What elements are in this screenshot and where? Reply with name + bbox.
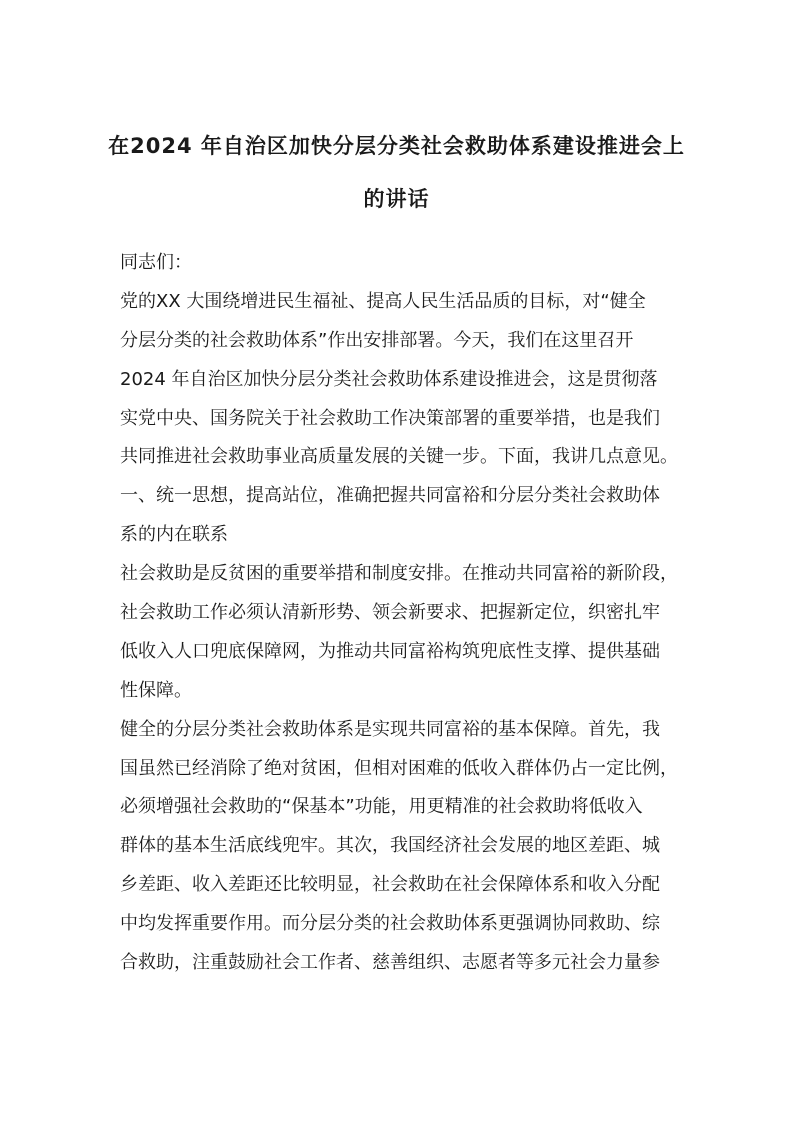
body-line: 性保障。 (120, 679, 192, 701)
body-line: 社会救助工作必须认清新形势、领会新要求、把握新定位，织密扎牢 (120, 602, 660, 624)
document-title-line-1: 在2024 年自治区加快分层分类社会救助体系建设推进会上 (108, 134, 685, 158)
body-line: 实党中央、国务院关于社会救助工作决策部署的重要举措，也是我们 (120, 407, 660, 429)
body-line: 乡差距、收入差距还比较明显，社会救助在社会保障体系和收入分配 (120, 874, 660, 896)
body-line: 低收入人口兜底保障网，为推动共同富裕构筑兜底性支撑、提供基础 (120, 640, 660, 662)
body-line: 群体的基本生活底线兜牢。其次，我国经济社会发展的地区差距、城 (120, 835, 660, 857)
body-line: 共同推进社会救助事业高质量发展的关键一步。下面，我讲几点意见。 (120, 446, 678, 468)
document-body (120, 244, 690, 983)
document-title-line-2: 的讲话 (363, 187, 430, 211)
body-line: 国虽然已经消除了绝对贫困，但相对困难的低收入群体仍占一定比例， (120, 757, 678, 779)
body-line: 合救助，注重鼓励社会工作者、慈善组织、志愿者等多元社会力量参 (120, 952, 660, 974)
body-line: 必须增强社会救助的“保基本”功能，用更精准的社会救助将低收入 (120, 796, 643, 818)
section-heading-line: 一、统一思想，提高站位，准确把握共同富裕和分层分类社会救助体 (120, 485, 660, 507)
section-heading-line: 系的内在联系 (120, 524, 228, 546)
body-line: 2024 年自治区加快分层分类社会救助体系建设推进会，这是贯彻落 (120, 368, 658, 390)
salutation: 同志们： (120, 252, 192, 273)
body-line: 党的XX 大围绕增进民生福祉、提高人民生活品质的目标，对“健全 (120, 290, 646, 312)
body-line: 社会救助是反贫困的重要举措和制度安排。在推动共同富裕的新阶段， (120, 563, 678, 585)
body-line: 分层分类的社会救助体系”作出安排部署。今天，我们在这里召开 (120, 329, 634, 351)
body-line: 中均发挥重要作用。而分层分类的社会救助体系更强调协同救助、综 (120, 913, 660, 935)
body-line: 健全的分层分类社会救助体系是实现共同富裕的基本保障。首先，我 (120, 718, 660, 740)
